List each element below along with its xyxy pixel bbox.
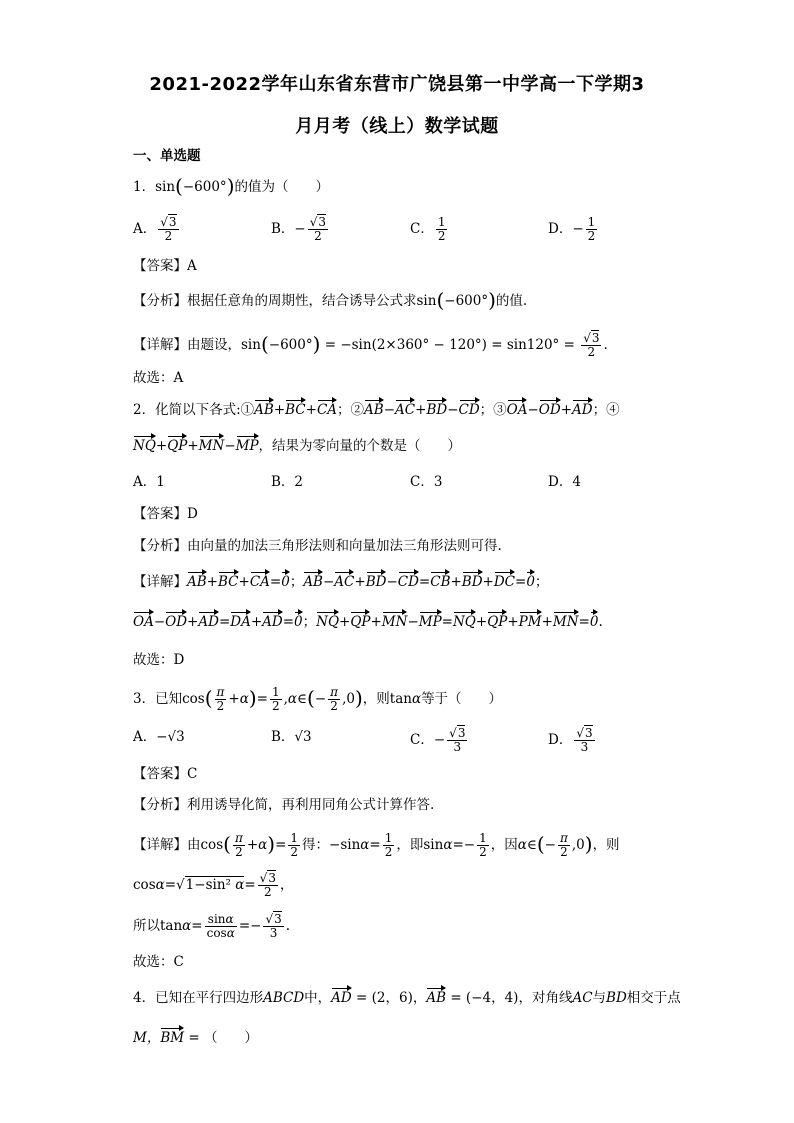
q3-option-c: C．− $\frac{√3}{3}$: [410, 726, 466, 754]
q3-prompt: 3．已知cos( $\frac{\pi}{2}$ +α)= $\frac{1}{2}$ ,α∈(− $\frac{\pi}{2}$ ,0)，则tanα等于（ ）: [133, 685, 503, 713]
q4-prompt-line-2: M，BM = （ ）: [133, 1030, 258, 1046]
q1-answer: 【答案】A: [133, 258, 197, 274]
q1-detail: 【详解】由题设，sin(−600°) = −sin(2×360° − 120°) = sin120° = $\frac{√3}{2}$ .: [133, 331, 608, 359]
q3-detail-line-3: 所以tanα= $\frac{\sin\alpha}{\cos\alpha}$ =− $\frac{√3}{3}$ .: [133, 912, 291, 940]
q1-choose: 故选：A: [133, 370, 184, 386]
q2-choose: 故选：D: [133, 652, 185, 668]
q3-detail-line-1: 【详解】由cos( $\frac{\pi}{2}$ +α)= $\frac{1}{2}$ 得：−sinα= $\frac{1}{2}$ ，即sinα=− $\frac{1}{2}$ ，因α∈(− $\frac{\pi}{2}$ ,0)，则: [133, 831, 620, 859]
q1-option-c: C． $\frac{1}{2}$: [410, 215, 446, 243]
q2-analysis: 【分析】由向量的加法三角形法则和向量加法三角形法则可得.: [133, 538, 502, 554]
q1-option-b: B．− $\frac{√3}{2}$: [271, 215, 327, 243]
q3-analysis: 【分析】利用诱导化简，再利用同角公式计算作答.: [133, 797, 435, 813]
q3-choose: 故选：C: [133, 954, 184, 970]
q1-option-a: A． $\frac{√3}{2}$: [133, 215, 177, 243]
q1-analysis: 【分析】根据任意角的周期性，结合诱导公式求sin(−600°)的值.: [133, 288, 528, 312]
q2-detail-line-1: 【详解】AB+BC+CA=0；AB−AC+BD−CD=CB+BD+DC=0；: [133, 574, 549, 590]
q3-option-d: D． $\frac{√3}{3}$: [548, 726, 593, 754]
section-heading: 一、单选题: [133, 148, 201, 164]
q2-prompt-line-1: 2．化简以下各式:①AB+BC+CA；②AB−AC+BD−CD；③OA−OD+AD；④: [133, 402, 620, 418]
q2-answer: 【答案】D: [133, 506, 198, 522]
q2-option-d: D．4: [548, 474, 581, 490]
q3-option-b: B．√3: [271, 729, 312, 745]
q2-option-c: C．3: [410, 474, 443, 490]
q1-prompt: 1．sin(−600°)的值为（ ）: [133, 174, 329, 198]
q2-prompt-line-2: NQ+QP+MN−MP，结果为零向量的个数是（ ）: [133, 438, 462, 454]
q4-prompt-line-1: 4．已知在平行四边形ABCD中，AD = (2，6)，AB = (−4，4)，对角线AC与BD相交于点: [133, 990, 681, 1006]
q1-option-d: D．− $\frac{1}{2}$: [548, 215, 596, 243]
title-line-2: 月月考（线上）数学试题: [295, 116, 499, 137]
title-line-1: 2021-2022学年山东省东营市广饶县第一中学高一下学期3: [149, 74, 645, 95]
q3-detail-line-2: cosα=√1−sin² α= $\frac{√3}{2}$ ，: [133, 871, 294, 899]
q2-detail-line-2: OA−OD+AD=DA+AD=0；NQ+QP+MN−MP=NQ+QP+PM+MN=0.: [133, 614, 603, 630]
q3-answer: 【答案】C: [133, 766, 198, 782]
q2-option-b: B．2: [271, 474, 304, 490]
q3-option-a: A．−√3: [133, 729, 185, 745]
q2-option-a: A．1: [133, 474, 165, 490]
